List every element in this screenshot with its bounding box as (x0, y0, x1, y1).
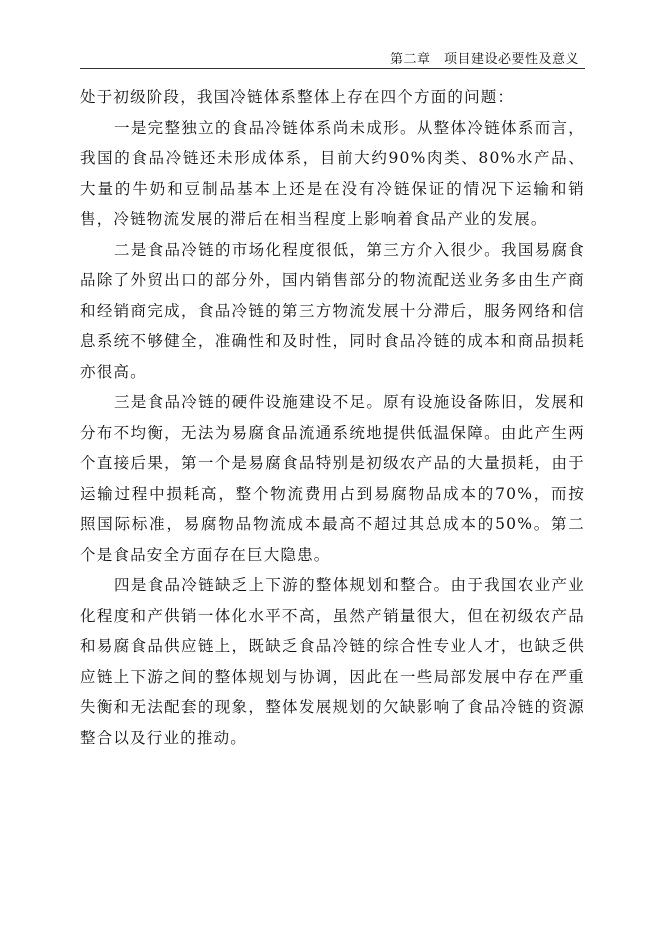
page-header (80, 46, 585, 69)
document-body (80, 82, 585, 753)
paragraph-issue-4: 四是食品冷链缺乏上下游的整体规划和整合。由于我国农业产业化程度和产供销一体化水平不高，虽然产销量很大，但在初级农产品和易腐食品供应链上，既缺乏食品冷链的综合性专业人才，也缺乏供应链上下游之间的整体规划与协调，因此在一些局部发展中存在严重失衡和无法配套的现象，整体发展规划的欠缺影响了食品冷链的资源整合以及行业的推动。 (80, 576, 585, 747)
chapter-title: 第二章 项目建设必要性及意义 (389, 52, 579, 67)
paragraph-issue-1: 一是完整独立的食品冷链体系尚未成形。从整体冷链体系而言，我国的食品冷链还未形成体系，目前大约90%肉类、80%水产品、大量的牛奶和豆制品基本上还是在没有冷链保证的情况下运输和销售，冷链物流发展的滞后在相当程度上影响着食品产业的发展。 (80, 118, 585, 228)
paragraph-issue-3: 三是食品冷链的硬件设施建设不足。原有设施设备陈旧，发展和分布不均衡，无法为易腐食品流通系统地提供低温保障。由此产生两个直接后果，第一个是易腐食品特别是初级农产品的大量损耗，由于运输过程中损耗高，整个物流费用占到易腐物品成本的70%，而按照国际标准，易腐物品物流成本最高不超过其总成本的50%。第二个是食品安全方面存在巨大隐患。 (80, 393, 585, 564)
paragraph-issue-2: 二是食品冷链的市场化程度很低，第三方介入很少。我国易腐食品除了外贸出口的部分外，国内销售部分的物流配送业务多由生产商和经销商完成，食品冷链的第三方物流发展十分滞后，服务网络和信息系统不够健全，准确性和及时性，同时食品冷链的成本和商品损耗亦很高。 (80, 240, 585, 381)
paragraph-intro: 处于初级阶段，我国冷链体系整体上存在四个方面的问题： (80, 88, 515, 106)
